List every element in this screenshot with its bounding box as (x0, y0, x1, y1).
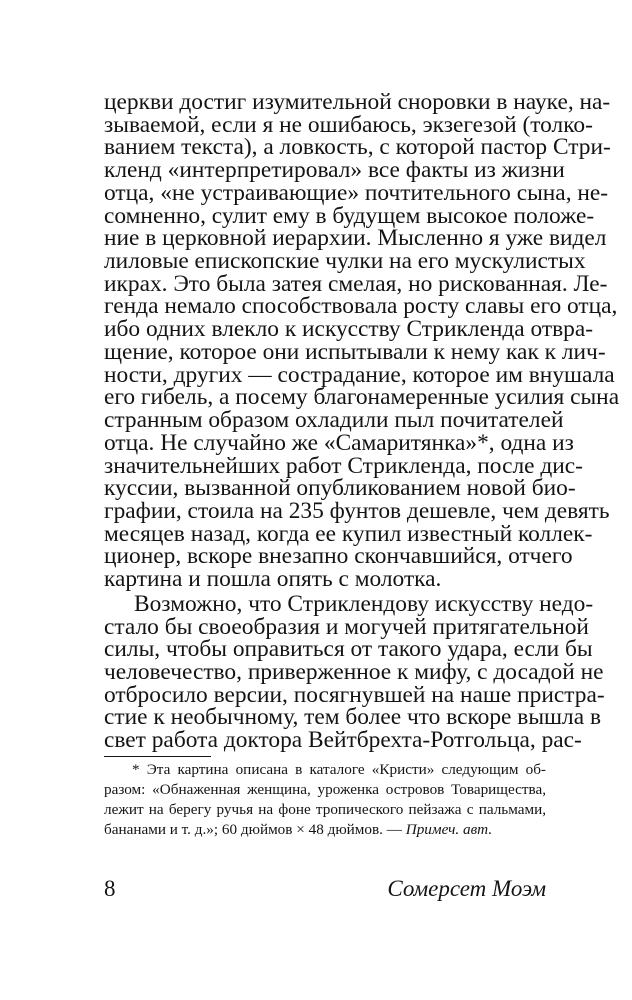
text-line: генда немало способствовала росту славы его отца, (104, 293, 618, 320)
text-line: отца. Не случайно же «Самаритянка»*, одна из (104, 429, 574, 456)
text-line: ности, других — сострадание, которое им внушала (104, 361, 615, 388)
footnote-line: разом: «Обнаженная женщина, уроженка островов Товарищества, (104, 780, 546, 798)
text-line: ние в церковной иерархии. Мысленно я уже видел (104, 225, 607, 252)
text-line: щение, которое они испытывали к нему как к лич- (104, 338, 606, 365)
text-line: месяцев назад, когда ее купил известный коллек- (104, 520, 593, 547)
footnote-line: * Эта картина описана в каталоге «Кристи» следующим об- (132, 760, 546, 778)
footnote-text: бананами и т. д.»; 60 дюймов × 48 дюймов. — (104, 820, 402, 838)
text-line: его гибель, а посему благонамеренные усилия сына (104, 384, 620, 411)
footnote-line-last (104, 820, 546, 840)
text-line: странным образом охладили пыл почитателей (104, 407, 564, 434)
text-line: зываемой, если я не ошибаюсь, экзегезой (толко- (104, 111, 593, 138)
text-line: свет работа доктора Вейтбрехта-Ротгольца, рас- (104, 727, 582, 754)
text-line: лиловые епископские чулки на его мускулистых (104, 248, 586, 275)
text-line: икрах. Это была затея смелая, но рискованная. Ле- (104, 270, 608, 297)
text-line: куссии, вызванной опубликованием новой био- (104, 475, 576, 502)
text-line: Возможно, что Стриклендову искусству недо- (134, 590, 594, 617)
text-line: стие к необычному, тем более что вскоре вышла в (104, 704, 602, 731)
text-line: сомненно, сулит ему в будущем высокое положе- (104, 202, 595, 229)
text-line: стало бы своеобразия и могучей притягательной (104, 613, 589, 640)
running-head-author: Сомерсет Моэм (387, 876, 546, 901)
text-line: графии, стоила на 235 фунтов дешевле, чем девять (104, 497, 610, 524)
footnote-attribution: Примеч. авт. (405, 820, 493, 838)
text-line: человечество, приверженное к мифу, с досадой не (104, 658, 604, 685)
text-line: ванием текста), а ловкость, с которой пастор Стри- (104, 134, 611, 161)
text-line: картина и пошла опять с молотка. (104, 566, 442, 593)
footnote-separator (104, 756, 211, 757)
text-line: отца, «не устраивающие» почтительного сына, не- (104, 179, 609, 206)
text-line: ибо одних влекло к искусству Стрикленда отвра- (104, 316, 594, 343)
text-line: отбросило версии, посягнувшей на наше пристра- (104, 681, 605, 708)
text-line: церкви достиг изумительной сноровки в науке, на- (104, 89, 611, 115)
page-number: 8 (104, 876, 116, 901)
footnote-line: лежит на берегу ручья на фоне тропического пейзажа с пальмами, (104, 800, 546, 818)
text-line: силы, чтобы оправиться от такого удара, если бы (104, 636, 593, 663)
text-line: ционер, вскоре внезапно скончавшийся, отчего (104, 543, 573, 570)
text-line: кленд «интерпретировал» все факты из жизни (104, 157, 565, 184)
text-line: значительнейших работ Стрикленда, после дис- (104, 452, 583, 479)
